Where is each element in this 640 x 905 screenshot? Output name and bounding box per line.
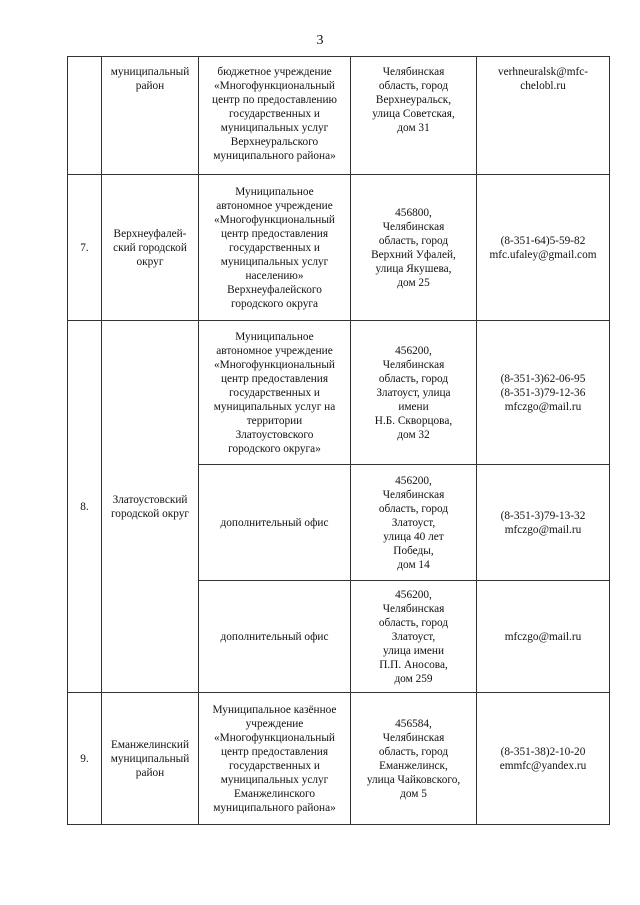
phone: (8-351-38)2-10-20 (500, 745, 586, 758)
text-line: улица Чайковского, (366, 773, 461, 786)
text-line: Муниципальное (235, 330, 314, 343)
text-line: центр предоставления (220, 227, 329, 240)
text-line: муниципальных услуг (220, 773, 329, 786)
contacts (477, 693, 610, 825)
address (351, 57, 477, 175)
organization-name (199, 581, 351, 693)
text-line: дом 32 (397, 428, 430, 441)
phone: (8-351-3)79-12-36 (500, 386, 586, 399)
text-line: область, город (378, 745, 449, 758)
contacts (477, 581, 610, 693)
phone: (8-351-3)79-13-32 (500, 509, 586, 522)
text-line: область, город (378, 502, 449, 515)
phone: (8-351-3)62-06-95 (500, 372, 586, 385)
text-line: населению» (245, 269, 304, 282)
text-line: Верхнеуфалей- (113, 227, 187, 240)
text-line: территории (246, 414, 303, 427)
email: mfczgo@mail.ru (504, 400, 582, 413)
email: mfczgo@mail.ru (504, 630, 582, 643)
text-line: Челябинская (382, 731, 445, 744)
text-line: государственных и (229, 386, 320, 399)
table-row (68, 693, 610, 825)
address (351, 321, 477, 465)
contacts (477, 175, 610, 321)
text-line: дом 31 (397, 122, 430, 134)
email: mfc.ufaley@gmail.com (489, 248, 597, 261)
municipality-name (102, 175, 199, 321)
text-line: Челябинская (382, 220, 445, 233)
text-line: центр предоставления (220, 372, 329, 385)
email: chelobl.ru (520, 80, 566, 92)
text-line: Златоуст, (391, 516, 436, 529)
text-line: 456584, (395, 717, 432, 730)
text-line: городского округа» (228, 442, 321, 455)
text-line: Верхнеуральского (230, 136, 319, 148)
text-line: район (135, 80, 165, 92)
email: emmfc@yandex.ru (499, 759, 587, 772)
text-line: муниципальный (110, 66, 190, 78)
page-number: 3 (316, 33, 324, 48)
text-line: муниципальных услуг (220, 255, 329, 268)
text-line: Еманжелинский (110, 738, 190, 751)
text-line: Еманжелинск, (379, 759, 448, 772)
organization-name (199, 465, 351, 581)
email: mfczgo@mail.ru (504, 523, 582, 536)
table-row (68, 321, 610, 465)
text-line: городского округа (230, 297, 319, 310)
text-line: Верхний Уфалей, (371, 248, 456, 261)
address (351, 465, 477, 581)
row-number: 9. (68, 693, 102, 825)
text-line: Златоуст, (391, 630, 436, 643)
text-line: центр по предоставлению (212, 94, 337, 106)
text-line: дом 14 (397, 558, 430, 571)
text-line: 456800, (395, 206, 432, 219)
text-line: П.П. Аносова, (379, 658, 448, 671)
row-number: 7. (68, 175, 102, 321)
row-number: 8. (68, 321, 102, 693)
text-line: округ (136, 255, 164, 268)
mfc-table (67, 56, 610, 825)
text-line: Златоустовского (235, 428, 314, 441)
text-line: Муниципальное казённое (212, 703, 337, 716)
table-row (68, 57, 610, 175)
address (351, 175, 477, 321)
text-line: муниципальный (110, 752, 190, 765)
phone: (8-351-64)5-59-82 (500, 234, 586, 247)
contacts (477, 465, 610, 581)
text-line: муниципальных услуг на (213, 400, 336, 413)
text-line: государственных и (229, 108, 320, 120)
text-line: Победы, (393, 544, 434, 557)
text-line: бюджетное учреждение (217, 66, 332, 78)
text-line: государственных и (229, 241, 320, 254)
contacts (477, 57, 610, 175)
text-line: улица Якушева, (375, 262, 452, 275)
text-line: дом 25 (397, 276, 430, 289)
text-line: муниципального района» (213, 801, 336, 814)
text-line: «Многофункциональный (214, 80, 335, 92)
text-line: Муниципальное (235, 185, 314, 198)
text-line: область, город (378, 372, 449, 385)
text-line: Челябинская (382, 358, 445, 371)
text-line: Златоустовский (112, 493, 188, 506)
text-line: муниципальных услуг (220, 122, 329, 134)
text-line: государственных и (229, 759, 320, 772)
text-line: городской округ (110, 507, 190, 520)
text-line: Верхнеуральск, (375, 94, 452, 106)
organization-name (199, 57, 351, 175)
text-line: дом 259 (394, 672, 433, 685)
text-line: дом 5 (400, 787, 427, 800)
organization-name (199, 175, 351, 321)
table-row (68, 175, 610, 321)
text-line: 456200, (395, 588, 432, 601)
organization-name (199, 693, 351, 825)
contacts (477, 321, 610, 465)
email: verhneuralsk@mfc- (497, 66, 589, 78)
text-line: область, город (378, 616, 449, 629)
text-line: автономное учреждение (216, 344, 333, 357)
text-line: Челябинская (382, 66, 445, 78)
text-line: Златоуст, улица (376, 386, 451, 399)
municipality-name (102, 57, 199, 175)
municipality-name (102, 321, 199, 693)
text-line: «Многофункциональный (214, 358, 335, 371)
text-line: улица имени (382, 644, 445, 657)
row-number (68, 57, 102, 175)
organization-name (199, 321, 351, 465)
address (351, 581, 477, 693)
text-line: Еманжелинского (233, 787, 315, 800)
text-line: дополнительный офис (220, 516, 329, 529)
text-line: «Многофункциональный (214, 731, 335, 744)
text-line: центр предоставления (220, 745, 329, 758)
text-line: район (135, 766, 165, 779)
text-line: имени (398, 400, 429, 413)
text-line: область, город (378, 80, 449, 92)
text-line: учреждение (245, 717, 304, 730)
text-line: улица 40 лет (383, 530, 444, 543)
text-line: Верхнеуфалейского (227, 283, 322, 296)
text-line: Челябинская (382, 602, 445, 615)
text-line: 456200, (395, 344, 432, 357)
text-line: дополнительный офис (220, 630, 329, 643)
text-line: Н.Б. Скворцова, (374, 414, 453, 427)
municipality-name (102, 693, 199, 825)
text-line: область, город (378, 234, 449, 247)
text-line: улица Советская, (372, 108, 455, 120)
address (351, 693, 477, 825)
text-line: муниципального района» (213, 150, 336, 162)
text-line: 456200, (395, 474, 432, 487)
text-line: Челябинская (382, 488, 445, 501)
text-line: «Многофункциональный (214, 213, 335, 226)
text-line: ский городской (113, 241, 187, 254)
text-line: автономное учреждение (216, 199, 333, 212)
